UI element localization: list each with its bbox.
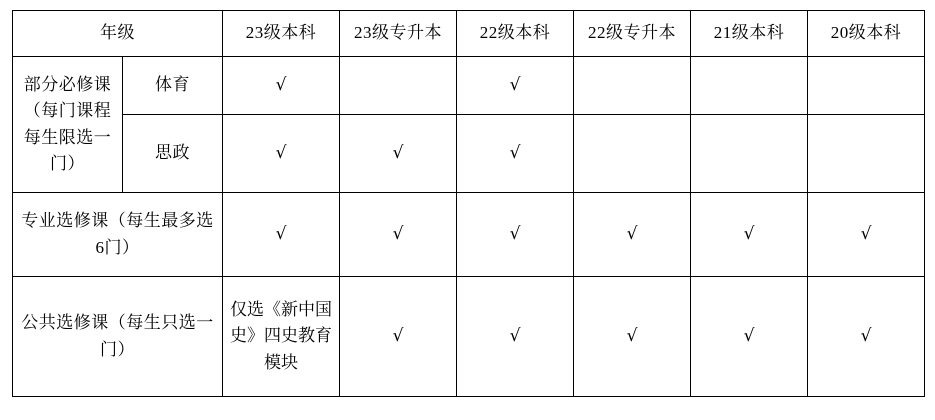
- header-col-0: 23级本科: [223, 11, 340, 57]
- course-selection-table: [12, 10, 925, 397]
- table-header-row: [13, 11, 925, 57]
- cell-ideology-4: [691, 115, 808, 193]
- cell-public-2: √: [457, 277, 574, 397]
- cell-major-2: √: [457, 193, 574, 277]
- cell-ideology-3: [574, 115, 691, 193]
- cell-public-4: √: [691, 277, 808, 397]
- cell-major-3: √: [574, 193, 691, 277]
- header-col-1: 23级专升本: [340, 11, 457, 57]
- row-label-public-electives: 公共选修课（每生只选一门）: [13, 277, 223, 397]
- header-grade-label: 年级: [13, 11, 223, 57]
- cell-ideology-2: √: [457, 115, 574, 193]
- cell-major-5: √: [808, 193, 925, 277]
- cell-major-4: √: [691, 193, 808, 277]
- cell-public-1: √: [340, 277, 457, 397]
- cell-pe-3: [574, 57, 691, 115]
- row-sublabel-pe: 体育: [123, 57, 223, 115]
- cell-public-3: √: [574, 277, 691, 397]
- cell-public-5: √: [808, 277, 925, 397]
- cell-public-note-0: 仅选《新中国史》四史教育模块: [223, 277, 340, 397]
- cell-pe-2: √: [457, 57, 574, 115]
- table-row: [13, 115, 925, 193]
- header-col-2: 22级本科: [457, 11, 574, 57]
- cell-major-0: √: [223, 193, 340, 277]
- table-row: [13, 57, 925, 115]
- header-col-3: 22级专升本: [574, 11, 691, 57]
- cell-pe-5: [808, 57, 925, 115]
- table-row: [13, 193, 925, 277]
- cell-ideology-1: √: [340, 115, 457, 193]
- cell-pe-4: [691, 57, 808, 115]
- header-col-5: 20级本科: [808, 11, 925, 57]
- row-label-required-courses: 部分必修课（每门课程每生限选一门）: [13, 57, 123, 193]
- cell-major-1: √: [340, 193, 457, 277]
- cell-pe-1: [340, 57, 457, 115]
- row-sublabel-ideology: 思政: [123, 115, 223, 193]
- header-col-4: 21级本科: [691, 11, 808, 57]
- row-label-major-electives: 专业选修课（每生最多选6门）: [13, 193, 223, 277]
- cell-ideology-5: [808, 115, 925, 193]
- cell-ideology-0: √: [223, 115, 340, 193]
- cell-pe-0: √: [223, 57, 340, 115]
- table-row: [13, 277, 925, 397]
